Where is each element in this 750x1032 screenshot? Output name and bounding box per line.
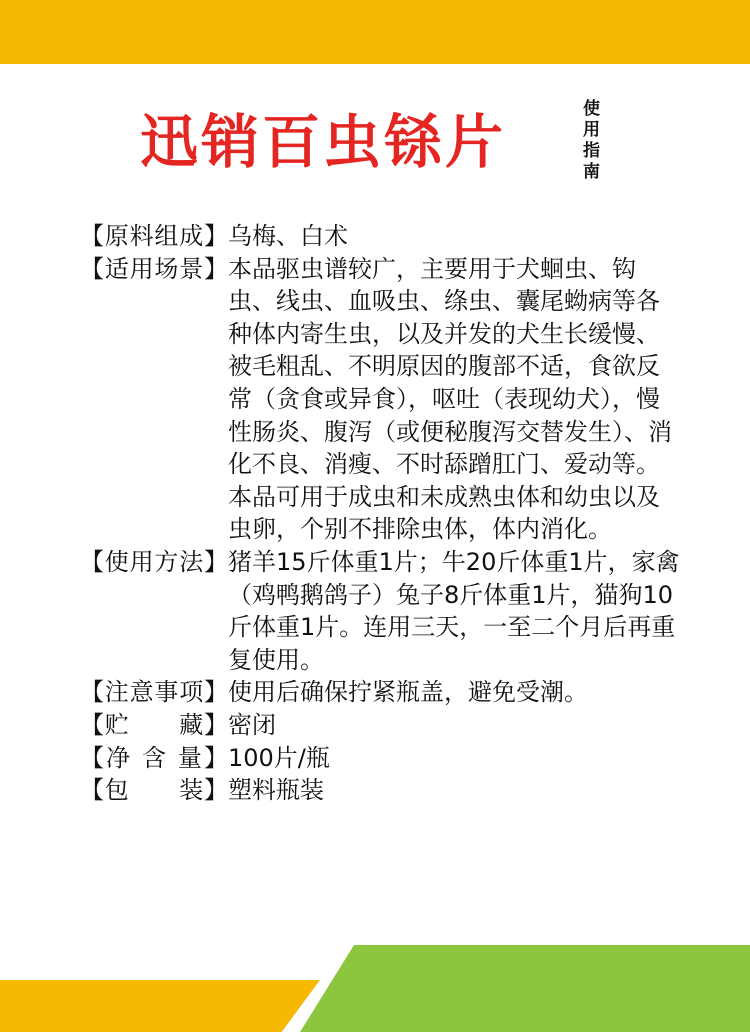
section-precautions [80, 676, 700, 709]
section-packaging [80, 774, 700, 807]
bottom-yellow-band [0, 980, 320, 1032]
section-key: 【原料组成】 [80, 222, 228, 250]
instructions-list [80, 220, 700, 807]
section-key: 【注意事项】 [80, 678, 228, 707]
section-usage [80, 546, 700, 676]
section-key: 【净 含 量】 [80, 743, 228, 772]
usage-guide-label: 使用指南 [583, 99, 600, 182]
bottom-green-band [300, 945, 750, 1032]
section-ingredients [80, 220, 700, 253]
section-key: 【贮 藏】 [80, 710, 228, 739]
section-applications [80, 253, 700, 546]
section-net-content [80, 742, 700, 775]
section-value: 100片/瓶 [228, 743, 330, 772]
section-key: 【包 装】 [80, 776, 228, 805]
section-value: 密闭 [228, 710, 276, 739]
section-key: 【适用场景】 [80, 254, 228, 283]
section-storage [80, 709, 700, 742]
product-title: 迅销百虫铩片 [140, 108, 507, 176]
section-value: 使用后确保拧紧瓶盖，避免受潮。 [228, 678, 588, 707]
section-value: 塑料瓶装 [228, 776, 324, 805]
section-key: 【使用方法】 [80, 547, 228, 576]
section-value: 本品驱虫谱较广，主要用于犬蛔虫、钩虫、线虫、血吸虫、绦虫、囊尾蚴病等各种体内寄生虫，以及并发的犬生长缓慢、被毛粗乱、不明原因的腹部不适，食欲反常（贪食或异食），呕吐（表现幼犬），慢性肠炎、腹泻（或便秘腹泻交替发生）、消化不良、消瘦、不时舔蹭肛门、爱动等。本品可用于成虫和未成熟虫体和幼虫以及虫卵，个别不排除虫体，体内消化。 [228, 254, 672, 544]
top-color-band [0, 0, 750, 64]
section-value: 乌梅、白术 [228, 222, 348, 250]
section-value: 猪羊15斤体重1片；牛20斤体重1片，家禽（鸡鸭鹅鸽子）兔子8斤体重1片，猫狗10斤体重1片。连用三天，一至二个月后再重复使用。 [228, 547, 680, 674]
